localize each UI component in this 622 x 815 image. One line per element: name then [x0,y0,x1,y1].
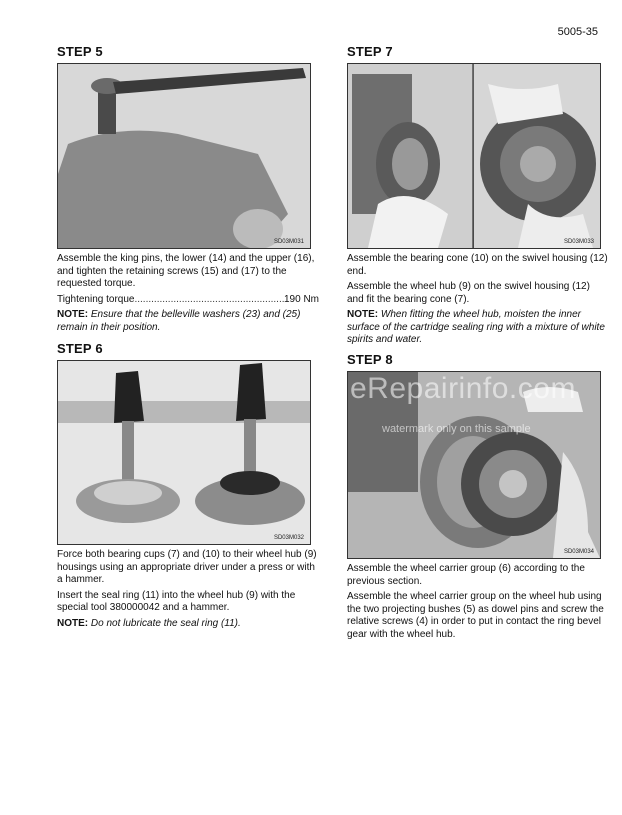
watermark-logo: eRepairinfo.com [350,372,576,405]
step5-note [57,309,319,334]
step6-title: STEP 6 [57,341,103,356]
step5-paragraph: Assemble the king pins, the lower (14) and the upper (16), and tighten the retaining screws (15) and (17) to the requested torque. [57,253,315,289]
step5-photo [57,63,311,249]
step7-note-text: When fitting the wheel hub, moisten the inner surface of the cartridge sealing ring with a mixture of white spirits and water. [347,309,605,345]
watermark-subtext: watermark only on this sample [382,423,531,435]
step5-title: STEP 5 [57,44,103,59]
step7-title: STEP 7 [347,44,393,59]
page-number: 5005-35 [557,26,598,38]
step6-note [57,618,319,631]
step8-photo-code: SD03M034 [563,549,594,555]
torque-leader-dots [134,294,284,307]
torque-label: Tightening torque [57,293,135,305]
step7-paragraph-1: Assemble the bearing cone (10) on the swivel housing (12) end. [347,253,608,277]
torque-value: 190 Nm [283,293,319,305]
step6-note-text: Do not lubricate the seal ring (11). [90,617,241,629]
step7-note-label: NOTE: [347,309,379,320]
step8-title: STEP 8 [347,352,393,367]
step7-paragraph-2: Assemble the wheel hub (9) on the swivel housing (12) and fit the bearing cone (7). [347,281,590,305]
step5-torque-row [57,294,319,307]
step5-note-label: NOTE: [57,309,89,320]
step7-section [347,44,609,350]
step8-paragraph-1: Assemble the wheel carrier group (6) according to the previous section. [347,563,585,587]
step6-paragraph-2: Insert the seal ring (11) into the wheel hub (9) with the special tool 380000042 and a hammer. [57,589,296,613]
step7-photo-code: SD03M033 [563,239,594,245]
step5-note-text: Ensure that the belleville washers (23) and (25) remain in their position. [57,309,301,333]
step6-note-label: NOTE: [57,617,89,629]
step6-photo-code: SD03M032 [273,535,304,541]
step7-photo [347,63,601,249]
step8-paragraph-2: Assemble the wheel carrier group on the wheel hub using the two projecting bushes (5) as dowel pins and screw the relative screws (4) in order to put in contact the ring bevel gear with the wheel hub. [347,591,604,640]
step6-section [57,341,319,633]
step6-paragraph-1: Force both bearing cups (7) and (10) to their wheel hub (9) housings using an appropriate driver under a press or with a hammer. [57,549,317,585]
step6-photo [57,360,311,545]
step7-note [347,309,609,347]
step5-photo-code: SD03M031 [273,239,304,245]
step5-section [57,44,319,337]
